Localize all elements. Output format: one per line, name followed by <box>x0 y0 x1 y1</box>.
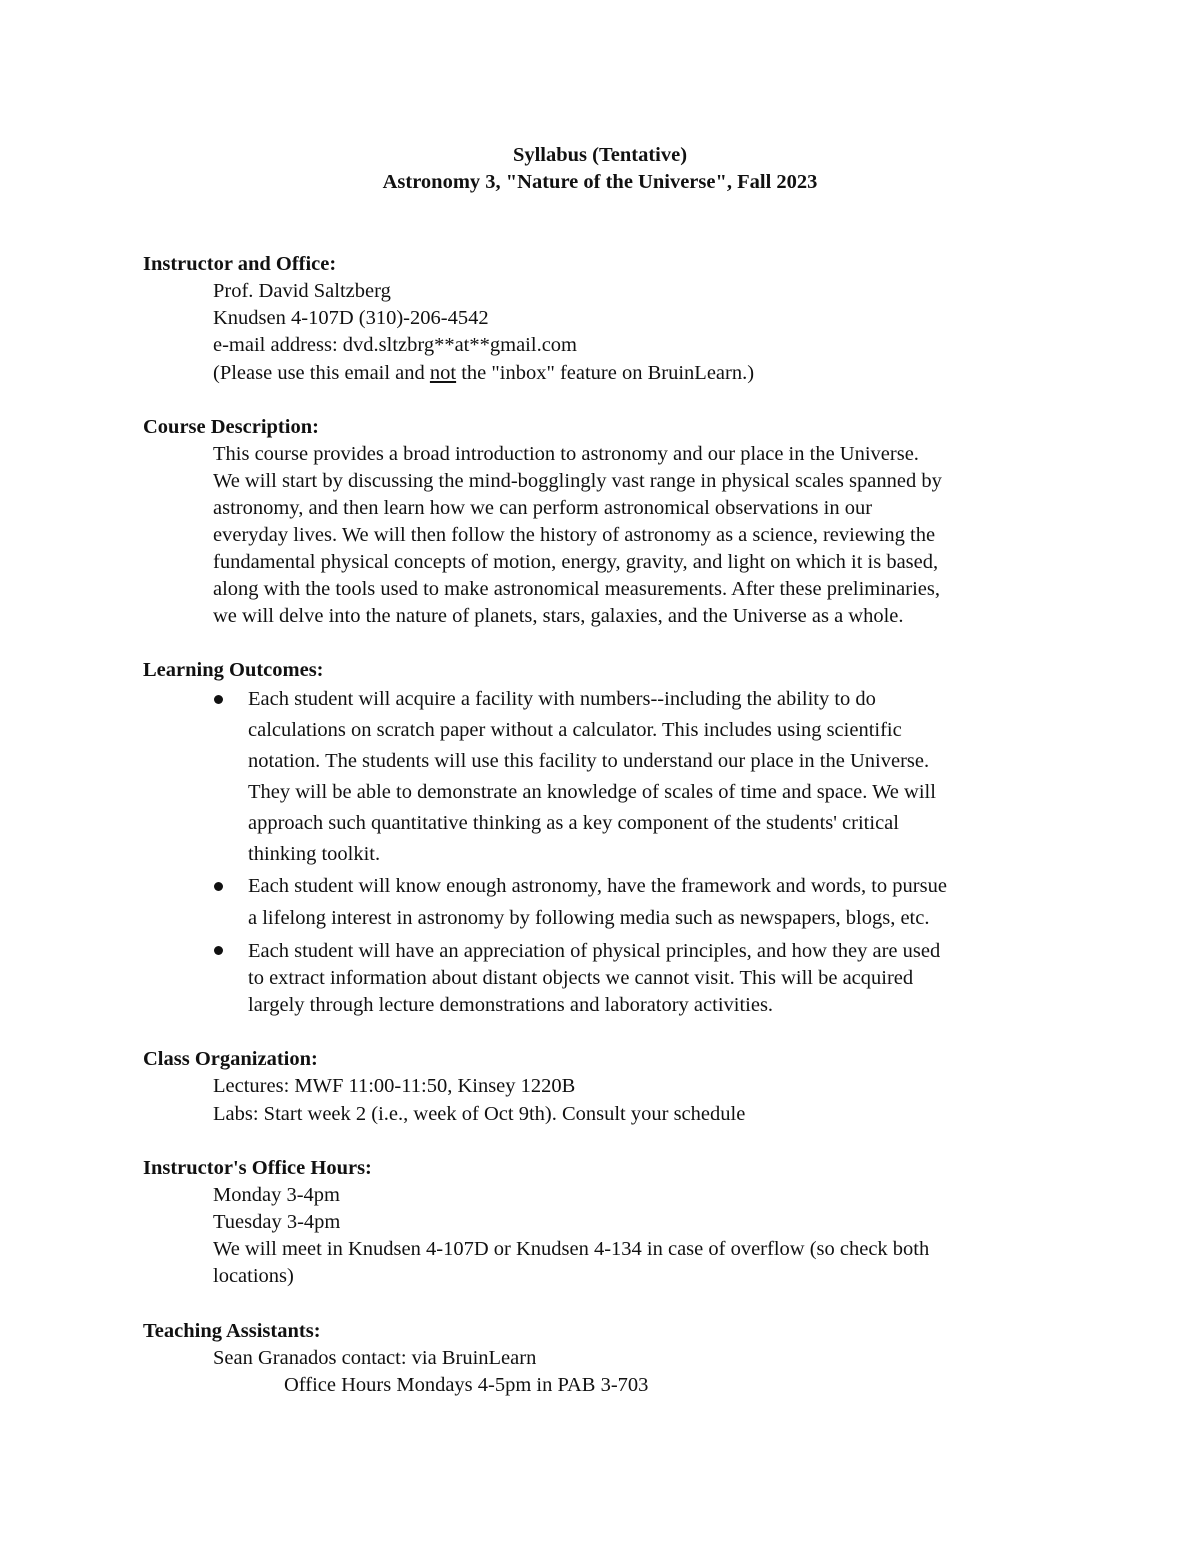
office-hours-location-cont: locations) <box>213 1265 294 1287</box>
outcome-line: thinking toolkit. <box>248 843 381 865</box>
outcome-line: largely through lecture demonstrations and laboratory activities. <box>248 994 774 1016</box>
outcome-line: Each student will have an appreciation of physical principles, and how they are used <box>248 940 941 962</box>
ta-contact: Sean Granados contact: via BruinLearn <box>213 1347 537 1369</box>
office-hours-location: We will meet in Knudsen 4-107D or Knudsen 4-134 in case of overflow (so check both <box>213 1238 930 1260</box>
office-hours-tuesday: Tuesday 3-4pm <box>213 1211 341 1233</box>
ta-office-hours: Office Hours Mondays 4-5pm in PAB 3-703 <box>284 1374 649 1396</box>
document-subtitle: Astronomy 3, "Nature of the Universe", Fall 2023 <box>382 171 818 193</box>
instructor-name: Prof. David Saltzberg <box>213 280 391 302</box>
bullet-icon <box>214 946 223 955</box>
learning-outcomes-heading: Learning Outcomes: <box>143 659 324 681</box>
outcome-line: notation. The students will use this facility to understand our place in the Universe. <box>248 750 930 772</box>
lectures-info: Lectures: MWF 11:00-11:50, Kinsey 1220B <box>213 1075 576 1097</box>
bullet-icon <box>214 882 223 891</box>
description-line: This course provides a broad introduction to astronomy and our place in the Universe. <box>213 443 919 465</box>
labs-info: Labs: Start week 2 (i.e., week of Oct 9th). Consult your schedule <box>213 1103 746 1125</box>
description-line: we will delve into the nature of planets, stars, galaxies, and the Universe as a whole. <box>213 605 904 627</box>
email-note-prefix: (Please use this email and <box>213 362 430 384</box>
office-hours-heading: Instructor's Office Hours: <box>143 1157 372 1179</box>
outcome-line: approach such quantitative thinking as a key component of the students' critical <box>248 812 899 834</box>
email-note-suffix: the "inbox" feature on BruinLearn.) <box>456 362 755 384</box>
description-line: along with the tools used to make astronomical measurements. After these preliminaries, <box>213 578 940 600</box>
outcome-line: to extract information about distant objects we cannot visit. This will be acquired <box>248 967 914 989</box>
instructor-office: Knudsen 4-107D (310)-206-4542 <box>213 307 489 329</box>
instructor-heading: Instructor and Office: <box>143 253 337 275</box>
outcome-line: Each student will acquire a facility with numbers--including the ability to do <box>248 688 876 710</box>
instructor-email: e-mail address: dvd.sltzbrg**at**gmail.com <box>213 334 577 356</box>
outcome-line: Each student will know enough astronomy, have the framework and words, to pursue <box>248 875 947 897</box>
instructor-email-note <box>213 360 754 387</box>
description-line: We will start by discussing the mind-bogglingly vast range in physical scales spanned by <box>213 470 942 492</box>
outcome-line: a lifelong interest in astronomy by following media such as newspapers, blogs, etc. <box>248 907 930 929</box>
description-line: astronomy, and then learn how we can perform astronomical observations in our <box>213 497 873 519</box>
outcome-line: They will be able to demonstrate an knowledge of scales of time and space. We will <box>248 781 936 803</box>
outcome-line: calculations on scratch paper without a calculator. This includes using scientific <box>248 719 902 741</box>
office-hours-monday: Monday 3-4pm <box>213 1184 340 1206</box>
email-note-underlined: not <box>429 362 457 384</box>
class-organization-heading: Class Organization: <box>143 1048 318 1070</box>
description-line: everyday lives. We will then follow the history of astronomy as a science, reviewing the <box>213 524 936 546</box>
teaching-assistants-heading: Teaching Assistants: <box>143 1320 321 1342</box>
bullet-icon <box>214 695 223 704</box>
course-description-heading: Course Description: <box>143 416 319 438</box>
description-line: fundamental physical concepts of motion, energy, gravity, and light on which it is based, <box>213 551 939 573</box>
document-title: Syllabus (Tentative) <box>512 144 688 166</box>
